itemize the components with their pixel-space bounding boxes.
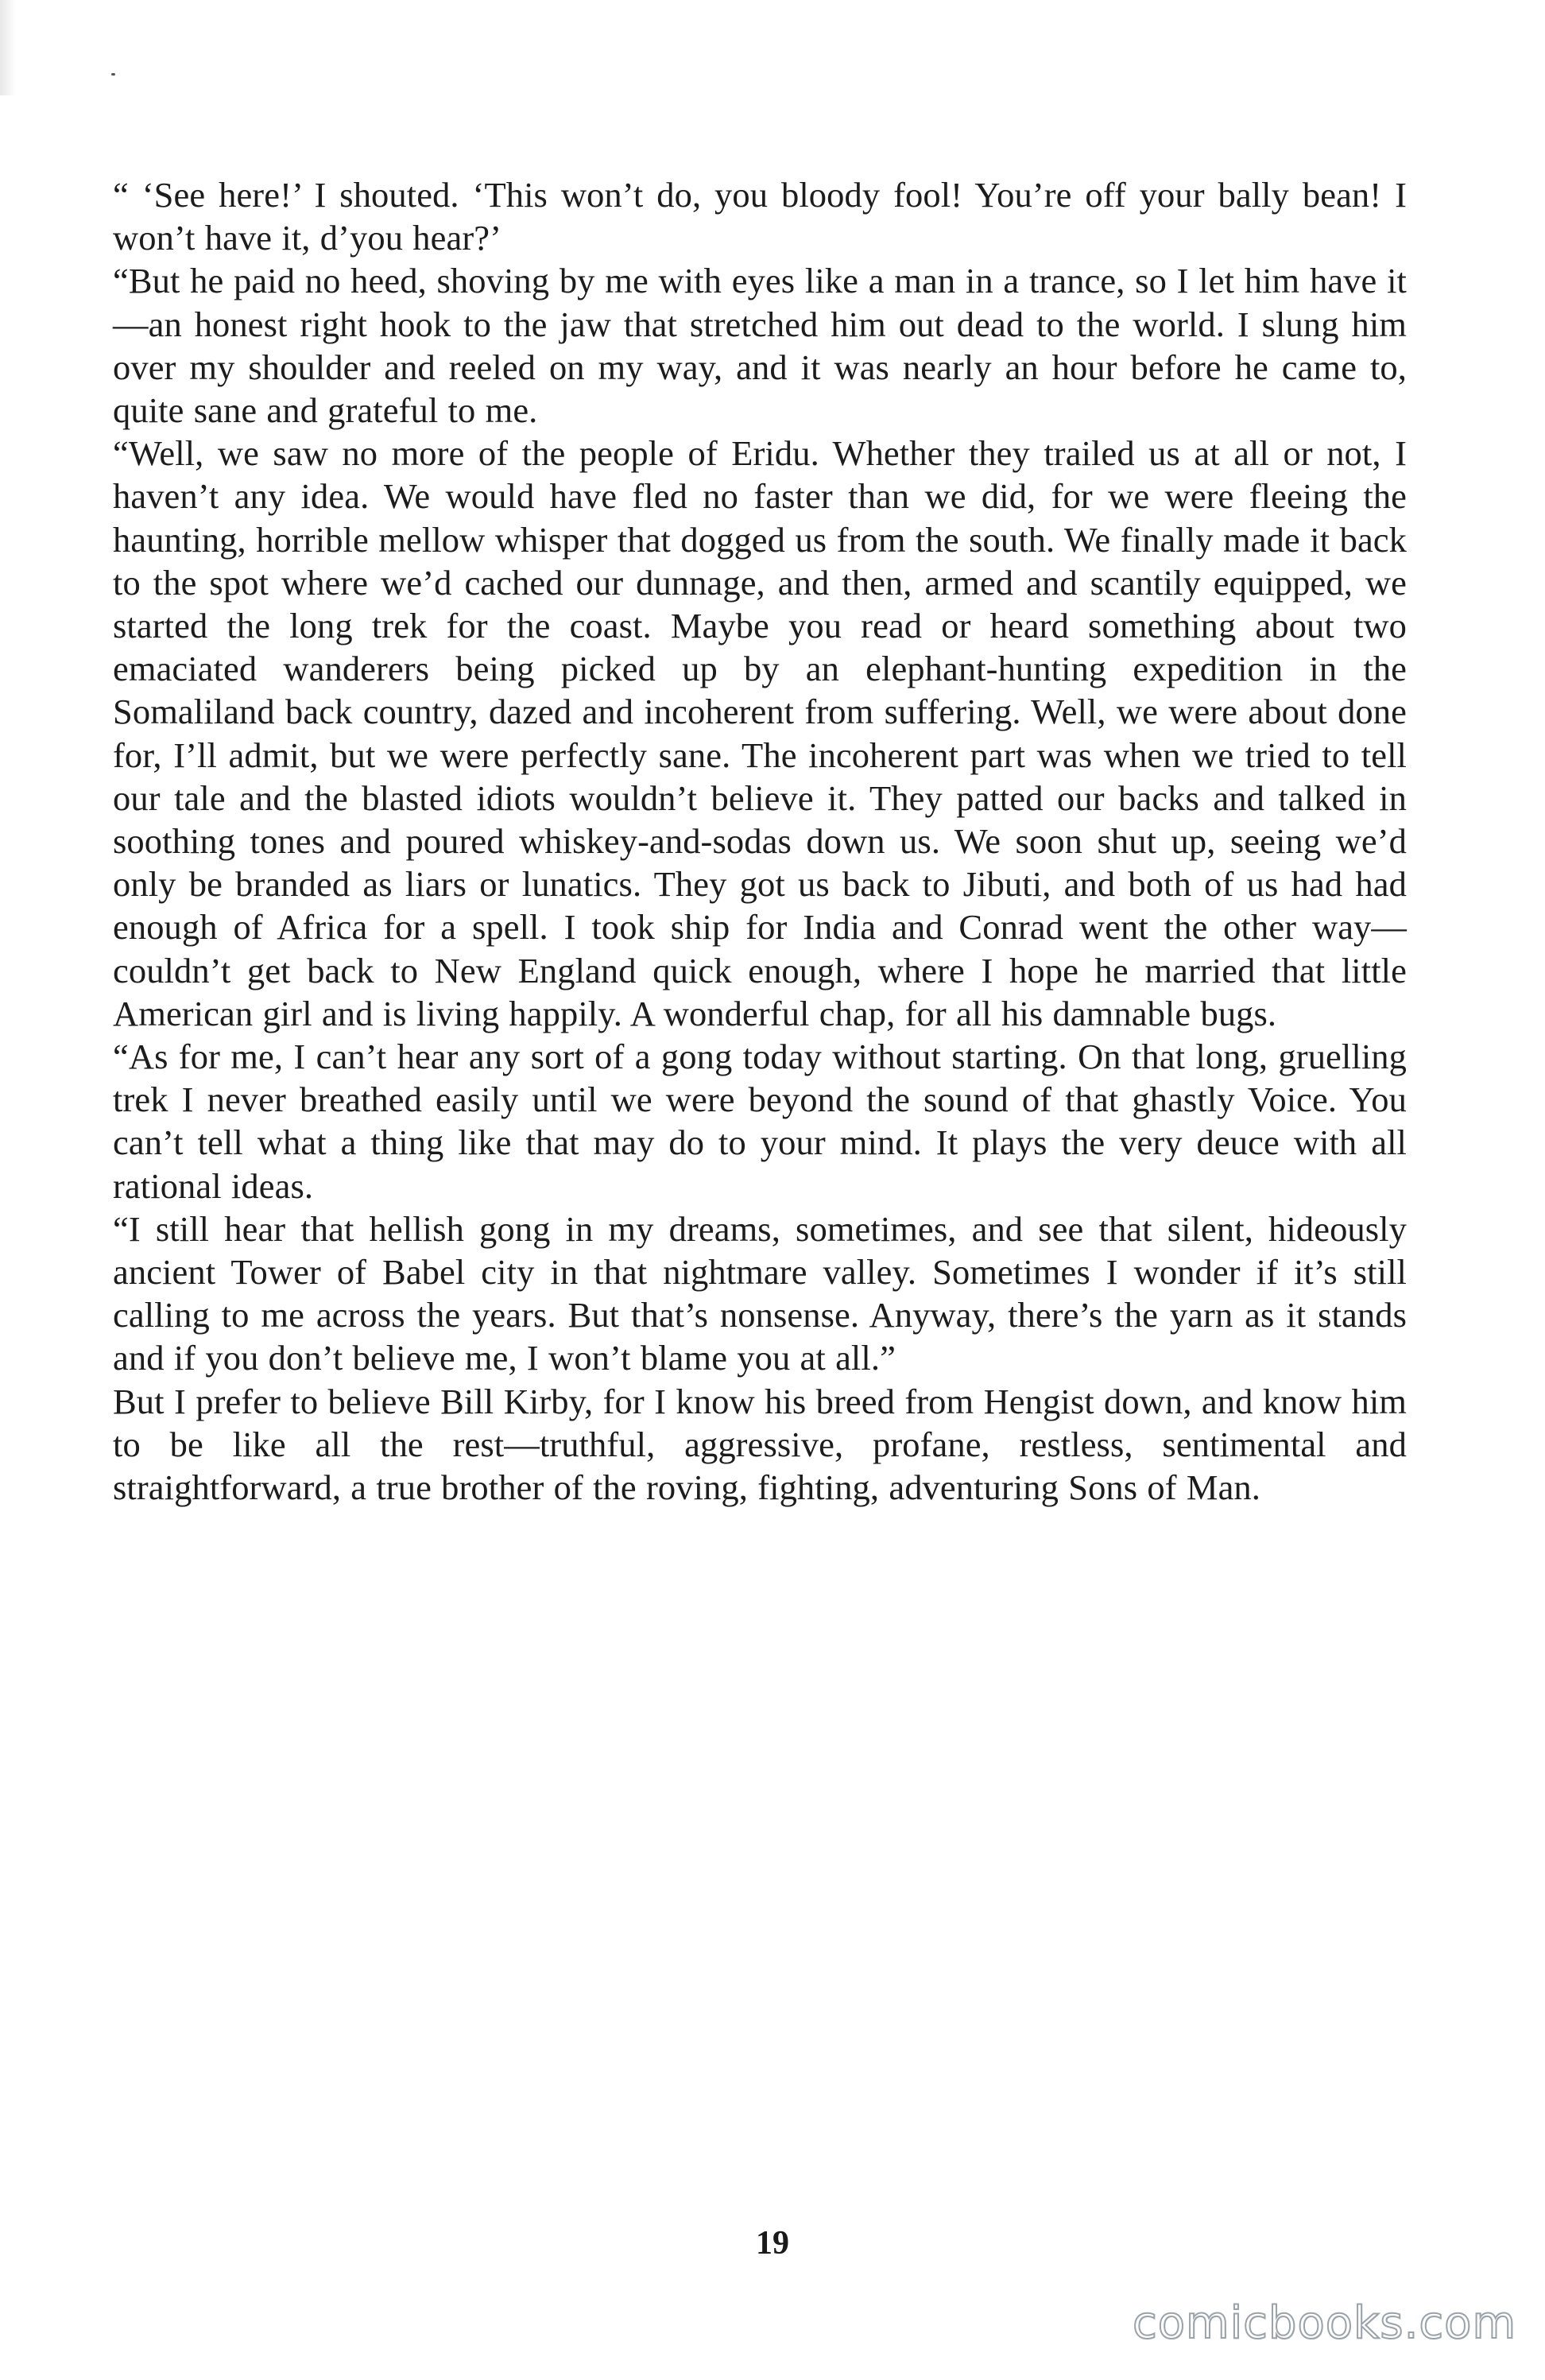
paragraph-4: “As for me, I can’t hear any sort of a gong today without starting. On that long, gruelling trek I never breathed easily until we were beyond the sound of that ghastly Voice. You can’t tell what a thing like that may do to your mind. It plays the very deuce with all rational ideas.	[113, 1037, 1407, 1206]
page-number: 19	[756, 2225, 789, 2262]
print-speck	[111, 73, 115, 76]
body-text	[113, 173, 1407, 1509]
paragraph-3: “Well, we saw no more of the people of Eridu. Whether they trailed us at all or not, I haven’t any idea. We would have fled no faster than we did, for we were fleeing the haunting, horrible mellow whisper that dogged us from the south. We finally made it back to the spot where we’d cached our dunnage, and then, armed and scantily equipped, we started the long trek for the coast. Maybe you read or heard something about two emaciated wanderers being picked up by an elephant-hunting expedition in the Somaliland back country, dazed and incoherent from suffering. Well, we were about done for, I’ll admit, but we were perfectly sane. The incoherent part was when we tried to tell our tale and the blasted idiots wouldn’t believe it. They patted our backs and talked in soothing tones and poured whiskey-and-sodas down us. We soon shut up, seeing we’d only be branded as liars or lunatics. They got us back to Jibuti, and both of us had had enough of Africa for a spell. I took ship for India and Conrad went the other way—couldn’t get back to New England quick enough, where I hope he married that little American girl and is living happily. A wonderful chap, for all his damnable bugs.	[113, 433, 1407, 1033]
paragraph-5: “I still hear that hellish gong in my dreams, sometimes, and see that silent, hideously ancient Tower of Babel city in that nightmare valley. Sometimes I wonder if it’s still calling to me across the years. But that’s nonsense. Anyway, there’s the yarn as it stands and if you don’t believe me, I won’t blame you at all.”	[113, 1208, 1407, 1378]
paragraph-6: But I prefer to believe Bill Kirby, for I know his breed from Hengist down, and know him to be like all the rest—truthful, aggressive, profane, restless, sentimental and straightforward, a true brother of the roving, fighting, adventuring Sons of Man.	[113, 1381, 1407, 1508]
paragraph-1: “ ‘See here!’ I shouted. ‘This won’t do, you bloody fool! You’re off your bally bean! I won’t have it, d’you hear?’	[113, 175, 1407, 258]
paragraph-2: “But he paid no heed, shoving by me with eyes like a man in a trance, so I let him have it—an honest right hook to the jaw that stretched him out dead to the world. I slung him over my shoulder and reeled on my way, and it was nearly an hour before he came to, quite sane and grateful to me.	[113, 261, 1407, 431]
page-edge-shadow	[0, 0, 16, 95]
site-watermark: comicbooks.com	[1132, 2297, 1516, 2349]
